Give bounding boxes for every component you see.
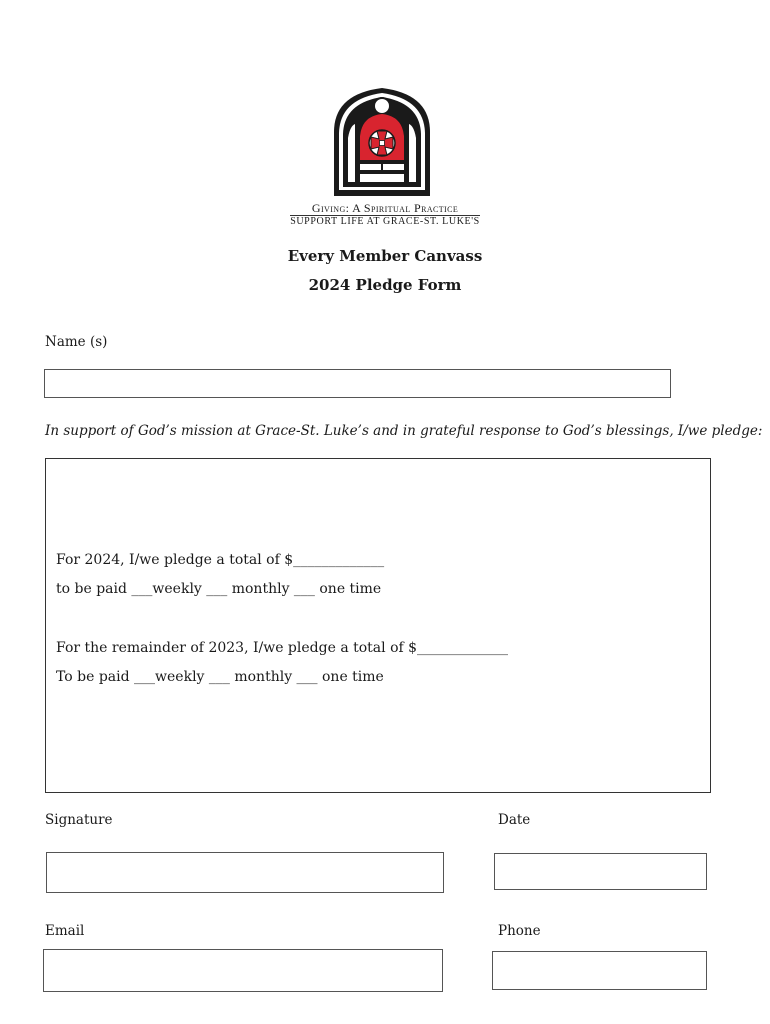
logo-subtagline: SUPPORT LIFE AT GRACE-ST. LUKE'S: [290, 216, 480, 227]
pledge-2024-schedule: to be paid ___weekly ___ monthly ___ one time: [56, 581, 382, 597]
name-label: Name (s): [45, 334, 108, 350]
email-field[interactable]: [43, 949, 443, 992]
signature-label: Signature: [45, 812, 113, 828]
pledge-statement: In support of God’s mission at Grace-St. Luke’s and in grateful response to God’s blessings, I/we pledge:: [45, 423, 763, 439]
pledge-2023-schedule: To be paid ___weekly ___ monthly ___ one time: [56, 669, 384, 685]
form-title: Every Member Canvass: [287, 247, 483, 265]
pledge-2023-total: For the remainder of 2023, I/we pledge a total of $_____________: [56, 640, 509, 656]
phone-field[interactable]: [492, 951, 707, 990]
date-label: Date: [498, 812, 531, 828]
signature-field[interactable]: [46, 852, 444, 893]
pledge-2024-total: For 2024, I/we pledge a total of $_____________: [56, 552, 385, 568]
email-label: Email: [45, 923, 85, 939]
form-subtitle: 2024 Pledge Form: [308, 276, 462, 294]
logo-tagline: Giving: A Spiritual Practice: [311, 201, 459, 215]
name-field[interactable]: [44, 369, 671, 398]
date-field[interactable]: [494, 853, 707, 890]
church-window-logo-icon: [330, 86, 434, 198]
phone-label: Phone: [498, 923, 541, 939]
pledge-box: [45, 458, 711, 793]
